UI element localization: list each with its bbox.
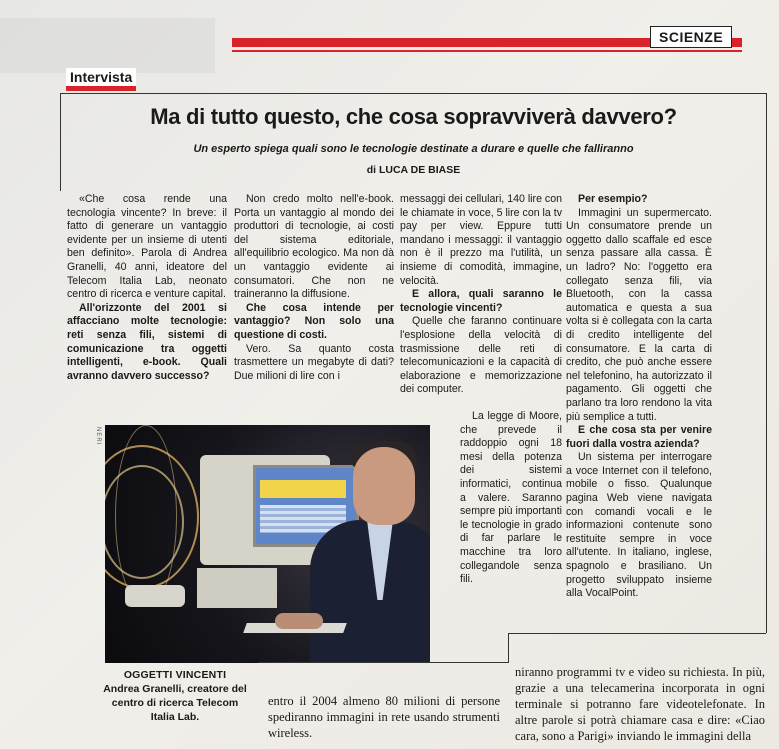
- bottom-rule-right: [508, 633, 766, 634]
- light-trail: [115, 425, 177, 607]
- person-hand: [275, 613, 323, 629]
- continued-text-right: niranno programmi tv e video su richiesta. In più, grazie a una telecamerina incorporata in ogni terminale si potranno fare videotelefonate. In altre parole si potrà chiamare casa e dire: «Ciao cara, sono a Parigi» inviando le immagini della: [515, 665, 765, 743]
- computer-base: [197, 568, 277, 608]
- interview-question: E allora, quali saranno le tecnologie vincenti?: [400, 288, 562, 314]
- text-column-3: [400, 193, 562, 397]
- paragraph: Un sistema per interrogare a voce Internet con il telefono, mobile o fisso. Qualunque pagina Web viene navigata con comandi vocali e le informazioni contenute sono restituite sempre in voce all'utente. In italiano, inglese, spagnolo e brasiliano. Un progetto sviluppato insieme alla VocalPoint.: [566, 451, 712, 600]
- interview-question: E che cosa sta per venire fuori dalla vostra azienda?: [566, 424, 712, 450]
- screen-banner: [260, 480, 346, 498]
- desk-phone: [125, 585, 185, 607]
- background-band: [0, 18, 215, 73]
- text-column-2: [234, 193, 394, 383]
- text-column-3-wrap: [460, 410, 562, 587]
- section-label: SCIENZE: [650, 26, 732, 48]
- portrait-photo: [105, 425, 430, 663]
- text-column-4: [566, 193, 712, 601]
- frame-top-rule: [60, 93, 767, 94]
- paragraph: Quelle che faranno continuare l'esplosione della velocità di trasmissione delle reti di telecomunicazioni e la capacità di elaborazione e memorizzazione dei computer.: [400, 315, 562, 396]
- article-byline: di LUCA DE BIASE: [366, 164, 461, 176]
- kicker-label: Intervista: [66, 68, 136, 91]
- paragraph: Immagini un supermercato. Un consumatore prende un oggetto dallo scaffale ed esce senza passare alla cassa. È un ladro? No: l'oggetto era collegato senza fili, via Bluetooth, con la cassa automatica e questa a sua volta si è collegata con la carta di credito intelligente del consumatore. E la carta di credito, che può anche essere nel telefonino, ha autorizzato il pagamento. Gli oggetti che parlano tra loro rendono la vita più semplice a tutti.: [566, 206, 712, 423]
- paragraph: Non credo molto nell'e-book. Porta un vantaggio al mondo dei produttori di tecnologie, ai costi del sistema editoriale, all'equilibrio ecologico. Ma non dà un vantaggio evidente ai consumatori. Che non ne traineranno la diffusione.: [234, 193, 394, 301]
- paragraph: Vero. Sa quanto costa trasmettere un megabyte di dati? Due milioni di lire con i: [234, 342, 394, 382]
- interview-question: All'orizzonte del 2001 si affacciano molte tecnologie: reti senza fili, sistemi di comunicazione tra oggetti intelligenti, e-book. Quali avranno davvero successo?: [67, 301, 227, 382]
- caption-title: OGGETTI VINCENTI: [123, 669, 227, 681]
- paragraph: La legge di Moore, che prevede il raddoppio ogni 18 mesi della potenza dei sistemi informatici, continua a valere. Saranno sempre più importanti le tecnologie in grado di far parlare le macchine tra loro collegandole senza fili.: [460, 410, 562, 586]
- bottom-step-rule: [508, 633, 509, 663]
- interview-question: Che cosa intende per vantaggio? Non solo una questione di costi.: [234, 301, 394, 341]
- paragraph: «Che cosa rende una tecnologia vincente? In breve: il fatto di generare un vantaggio evidente per un insieme di utenti ben definito». Parola di Andrea Granelli, 40 anni, ideatore del Telecom Italia Lab, neonato centro di ricerca e venture capital.: [67, 193, 227, 301]
- photo-caption: [100, 668, 250, 724]
- bottom-rule: [258, 662, 508, 663]
- article-headline: Ma di tutto questo, che cosa sopravviverà davvero?: [150, 104, 677, 129]
- article-standfirst: Un esperto spiega quali sono le tecnologie destinate a durare e quelle che falliranno: [193, 143, 634, 155]
- text-column-1: [67, 193, 227, 383]
- person-head: [353, 447, 415, 525]
- continued-text-left: entro il 2004 almeno 80 milioni di persone spediranno immagini in rete usando strumenti wireless.: [268, 694, 500, 740]
- interview-question: Per esempio?: [578, 193, 648, 205]
- header-red-rule: [232, 50, 742, 52]
- photo-credit: NERI: [95, 427, 101, 446]
- paragraph: messaggi dei cellulari, 140 lire con le chiamate in voce, 5 lire con la tv pay per view. Eppure tutti mandano i messaggi: il vantaggio non è il prezzo ma l'utilità, un insieme di comodità, immagine, velocità.: [400, 193, 562, 287]
- caption-body: Andrea Granelli, creatore del centro di ricerca Telecom Italia Lab.: [103, 683, 247, 723]
